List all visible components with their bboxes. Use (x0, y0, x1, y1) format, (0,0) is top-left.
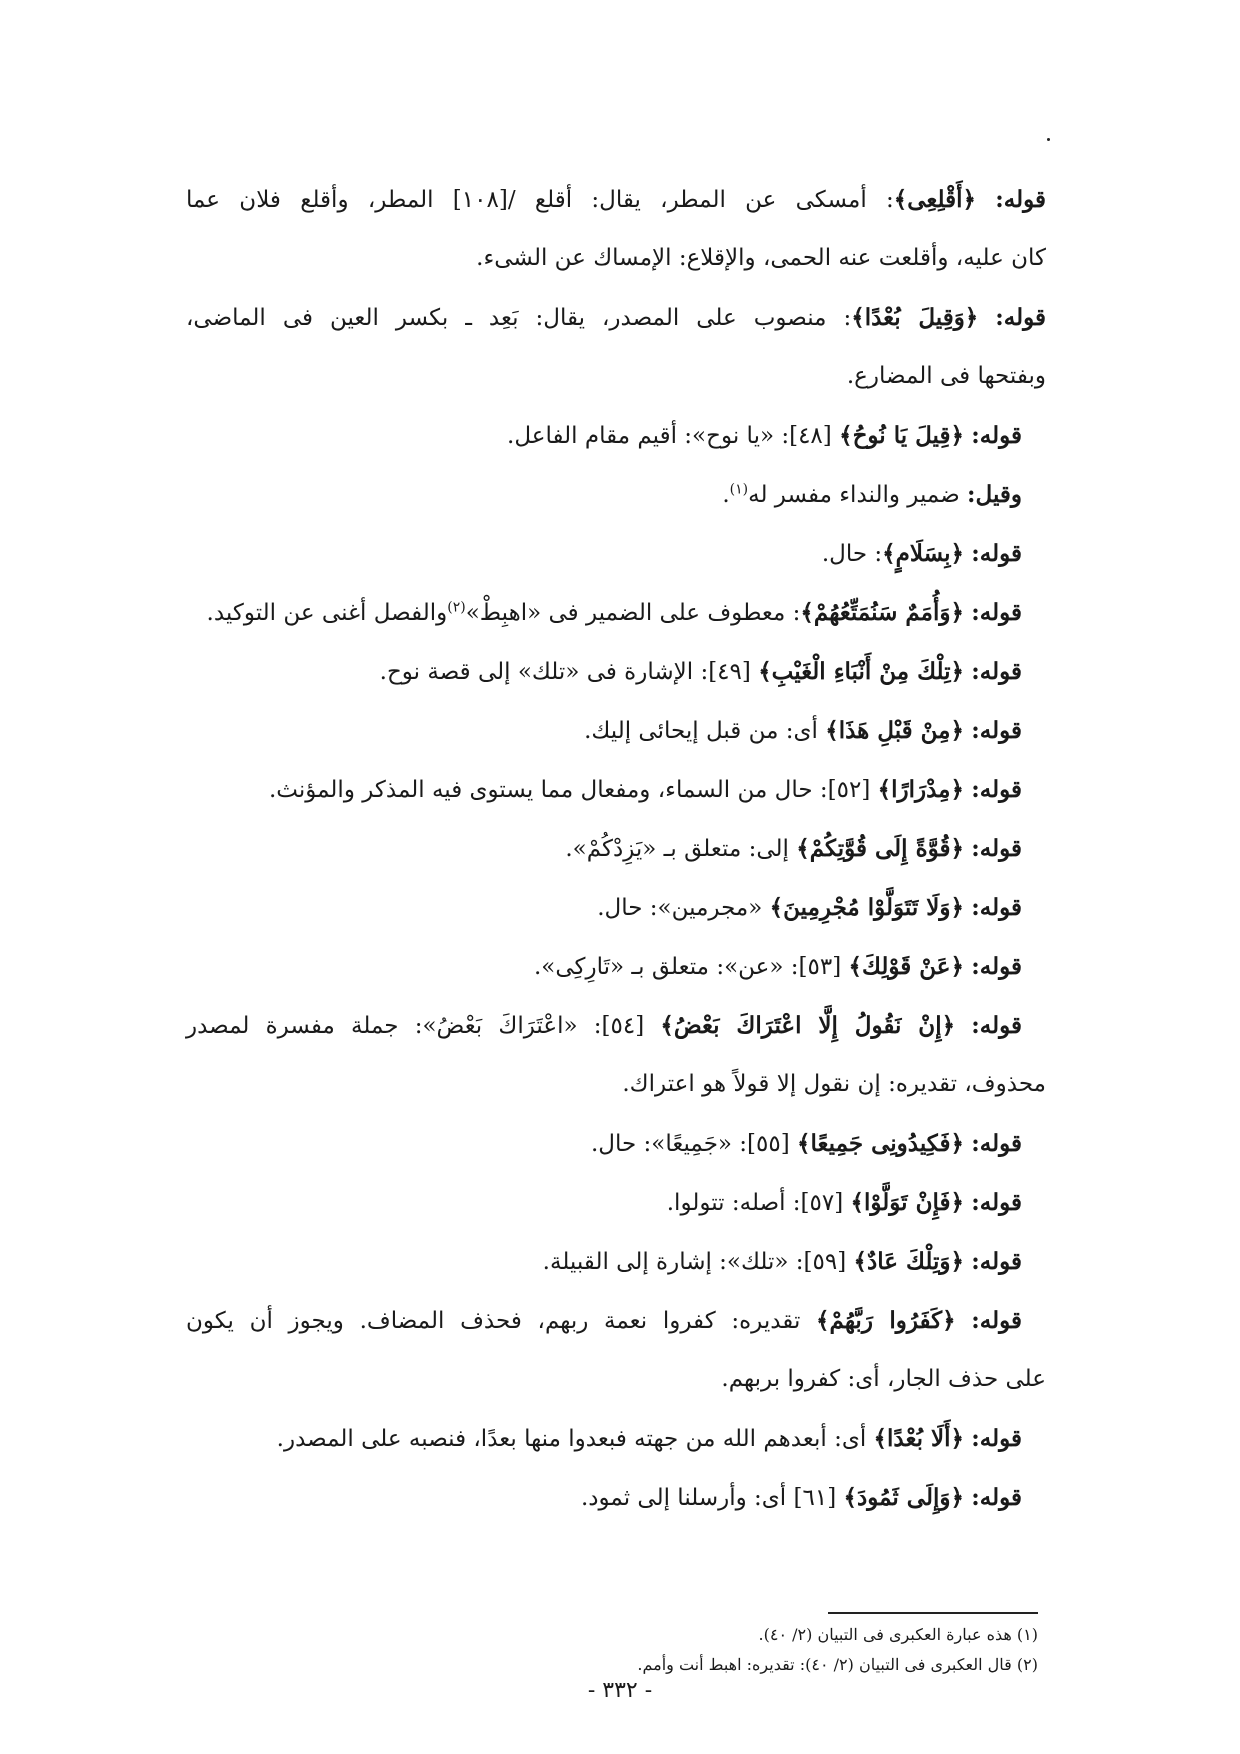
text-line (186, 937, 1046, 996)
line-lead: قوله: (971, 1189, 1022, 1216)
line-text: [٤٩]: الإشارة فى «تلك» إلى قصة نوح. (379, 659, 759, 685)
line-text: «مجرمين»: حال. (597, 895, 770, 921)
quran-quote: ﴿بِسَلَامٍ﴾ (882, 540, 964, 567)
line-lead: قوله: (971, 1012, 1022, 1039)
line-text: [٦١] أى: وأرسلنا إلى ثمود. (580, 1485, 844, 1511)
line-tail: . (722, 482, 730, 508)
footnotes (186, 1620, 1038, 1680)
text-line (186, 1350, 1046, 1409)
text-line (186, 1232, 1046, 1291)
quran-quote: ﴿فَإِنْ تَوَلَّوْا﴾ (850, 1189, 964, 1216)
line-text: : حال. (821, 541, 883, 567)
quran-quote: ﴿تِلْكَ مِنْ أَنْبَاءِ الْغَيْبِ﴾ (758, 658, 964, 685)
line-text: تقديره: كفروا نعمة ربهم، فحذف المضاف. ويجوز أن يكون (186, 1308, 817, 1334)
quran-quote: ﴿أَقْلِعِى﴾ (893, 186, 976, 213)
text-line (186, 1291, 1046, 1350)
quran-quote: ﴿قُوَّةً إِلَى قُوَّتِكُمْ﴾ (796, 835, 964, 862)
quran-quote: ﴿أَلَا بُعْدًا﴾ (873, 1425, 964, 1452)
line-lead: قوله: (971, 1248, 1022, 1275)
line-text: إلى: متعلق بـ «يَزِدْكُمْ». (565, 836, 797, 862)
line-text: [٥٩]: «تلك»: إشارة إلى القبيلة. (542, 1249, 854, 1275)
line-text: أى: من قبل إيحائى إليك. (584, 718, 826, 744)
quran-quote: ﴿مِنْ قَبْلِ هَذَا﴾ (825, 717, 964, 744)
line-lead: وقيل: (967, 481, 1022, 508)
quran-quote: ﴿وَإِلَى ثَمُودَ﴾ (843, 1484, 964, 1511)
line-lead: قوله: (995, 186, 1047, 213)
line-text: [٤٨]: «يا نوح»: أقيم مقام الفاعل. (507, 423, 840, 449)
quran-quote: ﴿كَفَرُوا رَبَّهُمْ﴾ (816, 1307, 956, 1334)
line-text: [٥٢]: حال من السماء، ومفعال مما يستوى فيه المذكر والمؤنث. (268, 777, 878, 803)
line-lead: قوله: (971, 835, 1022, 862)
quran-quote: ﴿وَقِيلَ بُعْدًا﴾ (851, 304, 979, 331)
line-text: [٥٧]: أصله: تتولوا. (666, 1190, 851, 1216)
text-line (186, 701, 1046, 760)
line-lead: قوله: (971, 422, 1022, 449)
line-text: [٥٥]: «جَمِيعًا»: حال. (590, 1131, 798, 1157)
text-line (186, 642, 1046, 701)
line-text: محذوف، تقديره: إن نقول إلا قولاً هو اعتراك. (622, 1071, 1046, 1097)
line-tail: والفصل أغنى عن التوكيد. (206, 600, 448, 626)
text-line (186, 406, 1046, 465)
main-text (186, 170, 1046, 1527)
stray-dot (1047, 138, 1050, 141)
text-line (186, 1409, 1046, 1468)
line-lead: قوله: (971, 1130, 1022, 1157)
line-text: : أمسكى عن المطر، يقال: أقلع /[١٠٨] المطر، وأقلع فلان عما (186, 187, 894, 213)
quran-quote: ﴿مِدْرَارًا﴾ (877, 776, 964, 803)
text-line (186, 583, 1046, 642)
footnote-ref: (٢) (447, 599, 466, 616)
text-line (186, 760, 1046, 819)
text-line (186, 229, 1046, 288)
line-lead: قوله: (971, 953, 1022, 980)
line-text: : معطوف على الضمير فى «اهبِطْ» (465, 600, 801, 626)
quran-quote: ﴿قِيلَ يَا نُوحُ﴾ (839, 422, 964, 449)
line-lead: قوله: (995, 304, 1046, 331)
line-lead: قوله: (971, 776, 1022, 803)
line-lead: قوله: (971, 1484, 1022, 1511)
text-line (186, 170, 1046, 229)
text-line (186, 465, 1046, 524)
quran-quote: ﴿وَأُمَمٌ سَنُمَتِّعُهُمْ﴾ (800, 599, 964, 626)
line-lead: قوله: (971, 658, 1022, 685)
line-text: [٥٤]: «اعْتَرَاكَ بَعْضُ»: جملة مفسرة لمصدر (186, 1013, 661, 1039)
quran-quote: ﴿وَتِلْكَ عَادٌ﴾ (853, 1248, 964, 1275)
footnote-divider (828, 1612, 1038, 1614)
text-line (186, 878, 1046, 937)
quran-quote: ﴿إِنْ نَقُولُ إِلَّا اعْتَرَاكَ بَعْضُ﴾ (660, 1012, 956, 1039)
footnote-ref: (١) (729, 481, 749, 498)
line-lead: قوله: (971, 540, 1022, 567)
footnote: (١) هذه عبارة العكبرى فى التبيان (٢/ ٤٠). (758, 1625, 1038, 1644)
line-lead: قوله: (971, 894, 1022, 921)
line-lead: قوله: (971, 599, 1022, 626)
text-line (186, 819, 1046, 878)
quran-quote: ﴿وَلَا تَتَوَلَّوْا مُجْرِمِينَ﴾ (769, 894, 964, 921)
line-lead: قوله: (971, 717, 1022, 744)
text-line (186, 347, 1046, 406)
quran-quote: ﴿عَنْ قَوْلِكَ﴾ (848, 953, 964, 980)
line-text: أى: أبعدهم الله من جهته فبعدوا منها بعدًا، فنصبه على المصدر. (276, 1426, 874, 1452)
quran-quote: ﴿فَكِيدُونِى جَمِيعًا﴾ (797, 1130, 964, 1157)
text-line (186, 1114, 1046, 1173)
line-text: ضمير والنداء مفسر له (748, 482, 968, 508)
line-text: : منصوب على المصدر، يقال: بَعِد ـ بكسر العين فى الماضى، (186, 305, 852, 331)
text-line (186, 288, 1046, 347)
line-lead: قوله: (971, 1307, 1023, 1334)
text-line (186, 996, 1046, 1055)
text-line (186, 524, 1046, 583)
line-text: كان عليه، وأقلعت عنه الحمى، والإقلاع: الإمساك عن الشىء. (476, 245, 1046, 271)
text-line (186, 1468, 1046, 1527)
line-text: على حذف الجار، أى: كفروا بربهم. (721, 1366, 1046, 1392)
line-lead: قوله: (971, 1425, 1022, 1452)
line-text: وبفتحها فى المضارع. (846, 363, 1046, 389)
page-number: - ٣٣٢ - (587, 1678, 653, 1703)
text-line (186, 1055, 1046, 1114)
footnote: (٢) قال العكبرى فى التبيان (٢/ ٤٠): تقديره: اهبط أنت وأمم. (637, 1655, 1038, 1674)
text-line (186, 1173, 1046, 1232)
line-text: [٥٣]: «عن»: متعلق بـ «تَارِكِى». (534, 954, 849, 980)
